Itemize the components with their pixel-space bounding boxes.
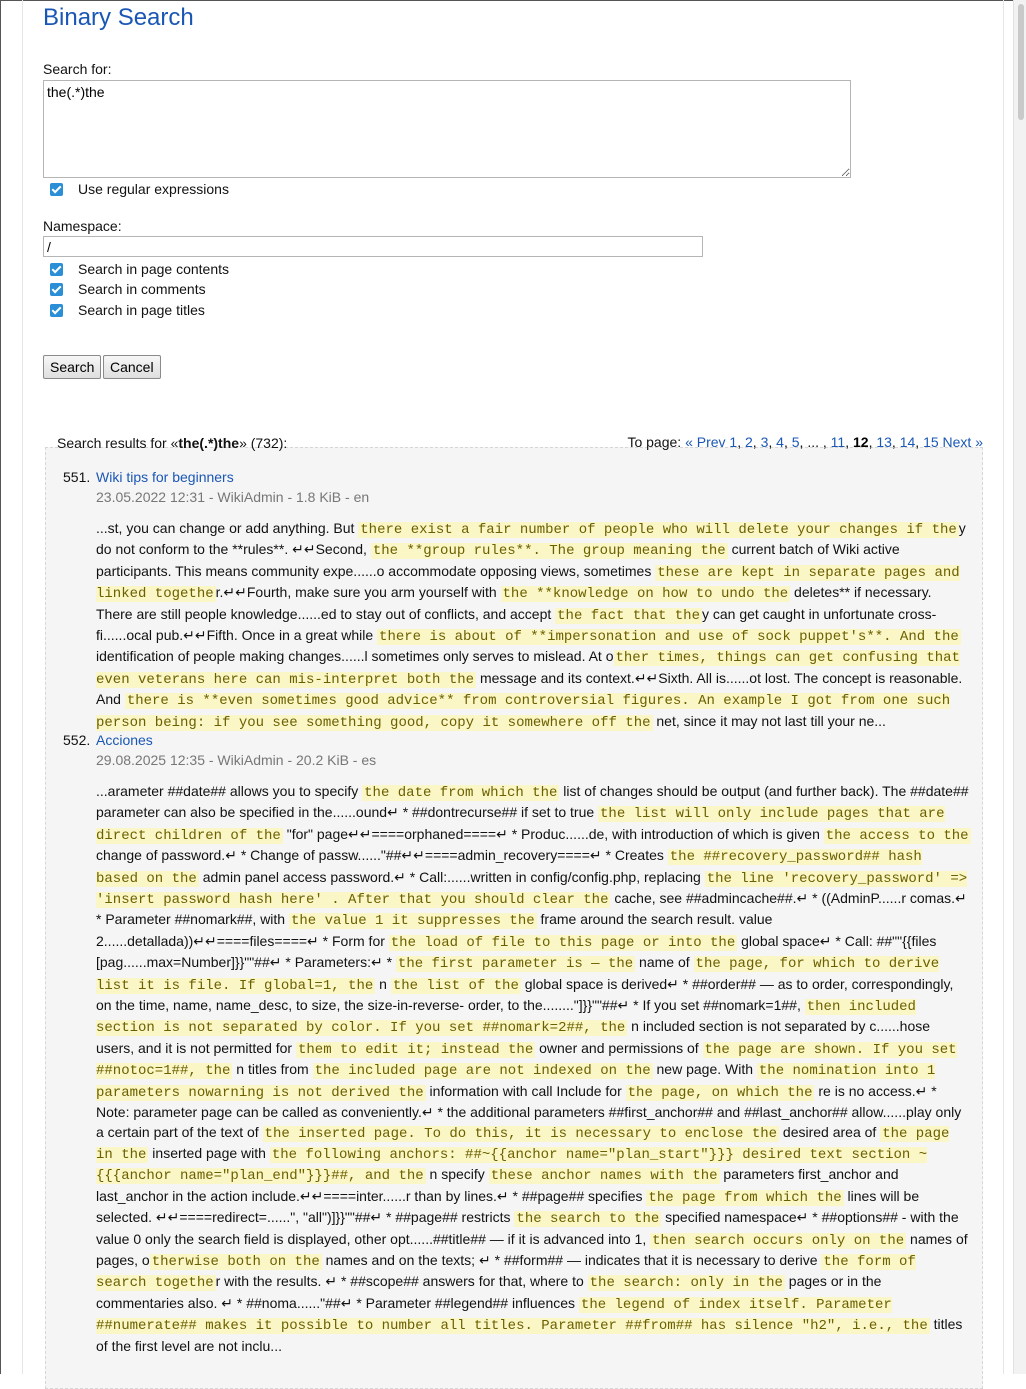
match-highlight: them to edit it; instead the <box>297 1041 534 1058</box>
pager-page-link[interactable]: 3 <box>760 434 769 450</box>
pager-page-link[interactable]: 2 <box>745 434 753 450</box>
comments-label: Search in comments <box>78 281 206 297</box>
result-number: 552. <box>63 732 91 748</box>
match-highlight: the access to the <box>825 827 969 844</box>
match-highlight: there is about of **impersonation and use of sock puppet's**. And the <box>379 629 959 646</box>
search-contents-option[interactable] <box>50 259 229 279</box>
pager-ellipsis: ... <box>807 434 819 450</box>
snippet-text: information with call Include for <box>425 1082 626 1099</box>
snippet-text: deletes** if necessary. There are still people knowledge......ed to stay out of conflicts, and accept <box>96 584 932 622</box>
match-highlight: the inserted page. To do this, it is necessary to enclose the <box>264 1125 778 1142</box>
match-highlight: then search occurs only on the <box>652 1232 905 1249</box>
snippet-text: new page. With <box>652 1061 757 1078</box>
snippet-text: y do not conform to the **rules**. ↵↵Second, <box>96 520 966 558</box>
match-highlight: the following anchors: ##~{{anchor name="plan_start"}}} desired text section ~{{{anchor name="plan_end"}}}##, and the <box>96 1146 928 1185</box>
pagination: To page: « Prev 1, 2, 3, 4, 5, ... , 11, 12, 13, 14, 15 Next » <box>627 434 983 450</box>
snippet-text: n specify <box>425 1166 489 1183</box>
contents-checkbox[interactable] <box>50 263 63 276</box>
snippet-text: r.↵↵Fourth, make sure you arm yourself with <box>215 584 501 601</box>
titles-label: Search in page titles <box>78 302 205 318</box>
match-highlight: the legend of index itself. Parameter ##numerate## makes it possible to number all titles. Parameter ##from## has silence "h2", i.e., the <box>96 1296 928 1335</box>
result-snippet <box>96 519 971 733</box>
pager-page-link[interactable]: 1 <box>729 434 738 450</box>
snippet-text: identification of people making changes......l sometimes only serves to mislead. At o <box>96 648 614 665</box>
regex-checkbox[interactable] <box>50 183 63 196</box>
match-highlight: then included section is not separated by color. If you set ##nomark=2##, the <box>96 999 916 1037</box>
match-highlight: the included page are not indexed on the <box>314 1063 651 1080</box>
snippet-text: global space↵ * Call: ##""{{files [pag......max=Number]}}""##↵ * Parameters:↵ * <box>96 932 937 971</box>
snippet-text: "for" page↵↵====orphaned====↵ * Produc......de, with introduction of which is given <box>282 825 824 842</box>
search-for-label: Search for: <box>43 61 112 77</box>
scrollbar-thumb[interactable] <box>1018 4 1024 120</box>
snippet-text: pages or in the commentaries also. ↵ * ##noma......"##↵ * Parameter ##legend## influences <box>96 1273 882 1311</box>
contents-label: Search in page contents <box>78 261 229 277</box>
match-highlight: therwise both on the <box>151 1253 320 1270</box>
snippet-text: specified namespace↵ * ##options## - with the value 0 only the search field is displayed, other opt......##title## — if it is advanced into 1, <box>96 1209 959 1247</box>
pager-current-page: 12 <box>852 434 869 450</box>
snippet-text: message and its context.↵↵Sixth. All is......ot lost. The concept is reasonable. And <box>96 669 963 708</box>
snippet-text: ...st, you can change or add anything. But <box>96 520 359 536</box>
result-snippet <box>96 782 971 1356</box>
cancel-button[interactable]: Cancel <box>103 355 161 379</box>
match-highlight: the line 'recovery_password' => 'insert password hash here' . After that you should clear the <box>96 870 968 909</box>
match-highlight: these are kept in separate pages and linked togethe <box>96 564 960 603</box>
result-item <box>63 730 973 1356</box>
snippet-text: names of pages, o <box>96 1230 968 1268</box>
search-textarea[interactable] <box>43 80 851 178</box>
result-item <box>63 467 973 733</box>
result-number: 551. <box>63 469 91 485</box>
result-meta: 23.05.2022 12:31 - WikiAdmin - 1.8 KiB - en <box>96 489 370 505</box>
match-highlight: the form of search togethe <box>96 1253 916 1292</box>
pager-page-link[interactable]: 11 <box>830 434 846 450</box>
pager-prev-link[interactable]: « Prev <box>685 434 726 450</box>
snippet-text: admin panel access password.↵ * Call:......written in config/config.php, replacing <box>198 868 705 885</box>
search-button[interactable]: Search <box>43 355 101 379</box>
match-highlight: the list will only include pages that are direct children of the <box>96 806 945 844</box>
namespace-label: Namespace: <box>43 218 122 234</box>
match-highlight: the search to the <box>516 1211 660 1228</box>
snippet-text: titles of the first level are not inclu... <box>96 1316 963 1354</box>
match-highlight: these anchor names with the <box>490 1168 718 1185</box>
comments-checkbox[interactable] <box>50 283 63 296</box>
use-regex-option[interactable] <box>50 179 229 199</box>
result-title-link[interactable]: Wiki tips for beginners <box>96 469 234 485</box>
snippet-text: ...arameter ##date## allows you to specify <box>96 783 363 799</box>
snippet-text: r with the results. ↵ * ##scope## answers for that, where to <box>215 1273 588 1290</box>
snippet-text: y can get caught in unfortunate cross-fi......ocal pub.↵↵Fifth. Once in a great while <box>96 605 937 644</box>
match-highlight: the page in the <box>96 1125 950 1163</box>
snippet-text: re is no access.↵ * Note: parameter page can be called as conveniently.↵ * the additional parameters ##first_anchor## and ##last_anchor## allow......play only a certain part of the text of <box>96 1082 962 1140</box>
match-highlight: ther times, things can get confusing that even veterans here can mis-interpret both the <box>96 650 960 688</box>
regex-label: Use regular expressions <box>78 181 229 197</box>
snippet-text: n titles from <box>232 1061 313 1078</box>
vertical-scrollbar[interactable] <box>1013 0 1026 1374</box>
namespace-input[interactable] <box>43 236 703 257</box>
match-highlight: the nomination into 1 parameters nowarning is not derived the <box>96 1063 936 1101</box>
pager-page-link[interactable]: 4 <box>776 434 784 450</box>
match-highlight: the date from which the <box>364 785 558 801</box>
result-meta: 29.08.2025 12:35 - WikiAdmin - 20.2 KiB - es <box>96 752 377 768</box>
pager-page-link[interactable]: 14 <box>899 434 916 450</box>
results-query: the(.*)the <box>178 435 240 451</box>
match-highlight: there exist a fair number of people who will delete your changes if the <box>360 522 957 538</box>
pager-next-link[interactable]: Next » <box>942 434 983 450</box>
snippet-text: global space is derived↵ * ##order## — as to order, correspondingly, on the time, name, name_desc, to size, the size-in-reverse- order, to the........"]}}""##↵ * If you set ##nomark=1##, <box>96 975 954 1014</box>
match-highlight: the page, on which the <box>627 1084 813 1101</box>
snippet-text: names and on the texts; ↵ * ##form## — indicates that it is necessary to derive <box>321 1251 822 1268</box>
match-highlight: the **knowledge on how to undo the <box>502 586 789 603</box>
snippet-text: cache, see ##admincache##.↵ * ((AdminP......r comas.↵ * Parameter ##nomark##, with <box>96 890 967 928</box>
snippet-text: frame around the search result. value 2......detallada))↵↵====files====↵ * Form for <box>96 911 773 949</box>
snippet-text: change of password.↵ * Change of passw......"##↵↵====admin_recovery====↵ * Creates <box>96 847 668 864</box>
match-highlight: the load of file to this page or into the <box>390 934 736 951</box>
match-highlight: the page, for which to derive list it is file. If global=1, the <box>96 956 940 994</box>
match-highlight: the page from which the <box>648 1189 842 1206</box>
match-highlight: the search: only in the <box>589 1275 783 1292</box>
match-highlight: the value 1 it suppresses the <box>290 913 535 930</box>
snippet-text: n included section is not separated by c......hose users, and it is not permitted for <box>96 1018 931 1056</box>
pager-page-link[interactable]: 13 <box>876 434 892 450</box>
titles-checkbox[interactable] <box>50 304 63 317</box>
page-title: Binary Search <box>43 4 194 31</box>
result-title-link[interactable]: Acciones <box>96 732 153 748</box>
search-comments-option[interactable] <box>50 279 206 299</box>
pager-page-link[interactable]: 15 <box>923 434 939 450</box>
match-highlight: the list of the <box>392 977 519 994</box>
match-highlight: the **group rules**. The group meaning the <box>372 543 726 560</box>
snippet-text: desired area of <box>779 1123 881 1140</box>
snippet-text: parameters first_anchor and last_anchor in the action include.↵↵====inter......r than by lines.↵ * ##page## specifies <box>96 1166 899 1204</box>
match-highlight: the ##recovery_password## hash based on the <box>96 849 922 887</box>
match-highlight: the fact that the <box>557 607 700 624</box>
snippet-text: name of <box>635 954 694 971</box>
pager-label: To page: <box>627 434 682 450</box>
snippet-text: inserted page with <box>148 1144 270 1161</box>
results-header: Search results for «the(.*)the» (732): <box>57 435 288 451</box>
pager-page-link[interactable]: 5 <box>791 434 800 450</box>
snippet-text: current batch of Wiki active participants. This means community expe......o accommodate opposing views, sometimes <box>96 541 900 579</box>
match-highlight: there is **even sometimes good advice** from controversial figures. An example I got from one such person being: if you see something good, copy it somewhere off the <box>96 693 951 731</box>
search-titles-option[interactable] <box>50 300 205 320</box>
snippet-text: n <box>375 975 391 992</box>
snippet-text: list of changes should be output (and further back). The ##date## parameter can also be specified in the......ound↵ * ##dontrecurse## if set to true <box>96 783 969 821</box>
snippet-text: owner and permissions of <box>535 1039 703 1056</box>
snippet-text: lines will be selected. ↵↵====redirect=......", "all")]}}""##↵ * ##page## restricts <box>96 1187 920 1226</box>
snippet-text: net, since it may not last till your ne... <box>652 712 886 729</box>
match-highlight: the page are shown. If you set ##notoc=1##, the <box>96 1041 957 1080</box>
match-highlight: the first parameter is — the <box>397 956 634 973</box>
